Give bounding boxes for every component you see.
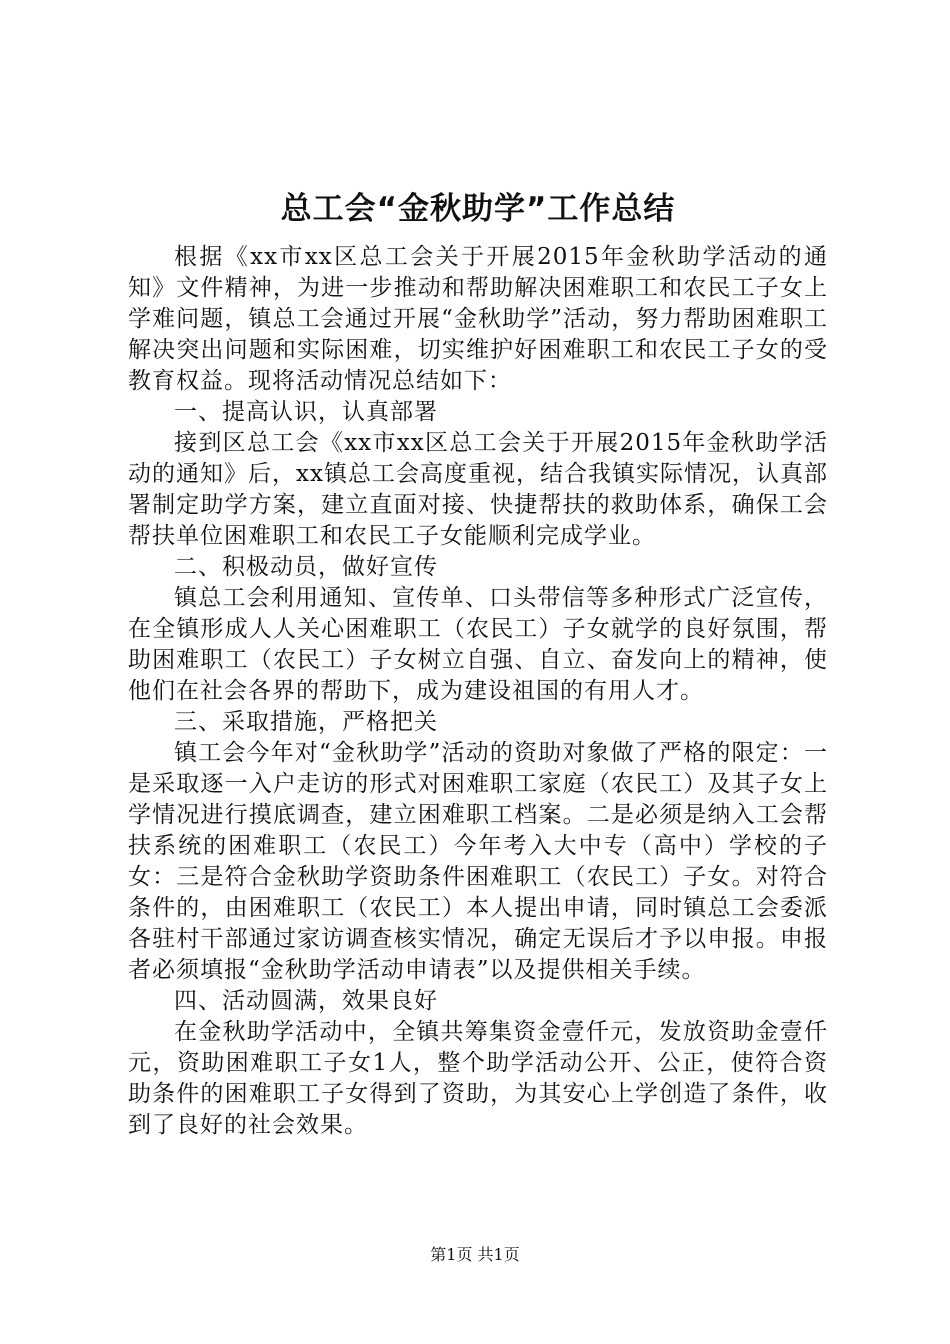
section-paragraph-3: 镇工会今年对“金秋助学”活动的资助对象做了严格的限定：一是采取逐一入户走访的形式对困难职工家庭（农民工）及其子女上学情况进行摸底调查，建立困难职工档案。二是必须是纳入工会帮扶系统的困难职工（农民工）今年考入大中专（高中）学校的子女：三是符合金秋助学资助条件困难职工（农民工）子女。对符合条件的，由困难职工（农民工）本人提出申请，同时镇总工会委派各驻村干部通过家访调查核实情况，确定无误后才予以申报。申报者必须填报“金秋助学活动申请表”以及提供相关手续。	[128, 740, 828, 983]
page-footer: 第1页 共1页	[430, 1245, 520, 1264]
section-heading-4: 四、活动圆满，效果良好	[174, 988, 438, 1014]
section-heading-3: 三、采取措施，严格把关	[174, 709, 438, 735]
document-title: 总工会“金秋助学”工作总结	[280, 191, 676, 227]
section-heading-2: 二、积极动员，做好宣传	[174, 554, 438, 580]
section-heading-1: 一、提高认识，认真部署	[174, 399, 438, 425]
section-paragraph-4: 在金秋助学活动中，全镇共筹集资金壹仟元，发放资助金壹仟元，资助困难职工子女1人，整个助学活动公开、公正，使符合资助条件的困难职工子女得到了资助，为其安心上学创造了条件，收到了良好的社会效果。	[128, 1019, 828, 1138]
document-page	[128, 186, 828, 1141]
section-paragraph-2: 镇总工会利用通知、宣传单、口头带信等多种形式广泛宣传，在全镇形成人人关心困难职工（农民工）子女就学的良好氛围，帮助困难职工（农民工）子女树立自强、自立、奋发向上的精神，使他们在社会各界的帮助下，成为建设祖国的有用人才。	[128, 585, 828, 704]
section-paragraph-1: 接到区总工会《xx市xx区总工会关于开展2015年金秋助学活动的通知》后，xx镇总工会高度重视，结合我镇实际情况，认真部署制定助学方案，建立直面对接、快捷帮扶的救助体系，确保工会帮扶单位困难职工和农民工子女能顺利完成学业。	[128, 430, 828, 549]
document-body	[128, 242, 828, 1141]
intro-paragraph: 根据《xx市xx区总工会关于开展2015年金秋助学活动的通知》文件精神，为进一步推动和帮助解决困难职工和农民工子女上学难问题，镇总工会通过开展“金秋助学”活动，努力帮助困难职工解决突出问题和实际困难，切实维护好困难职工和农民工子女的受教育权益。现将活动情况总结如下：	[128, 244, 828, 394]
